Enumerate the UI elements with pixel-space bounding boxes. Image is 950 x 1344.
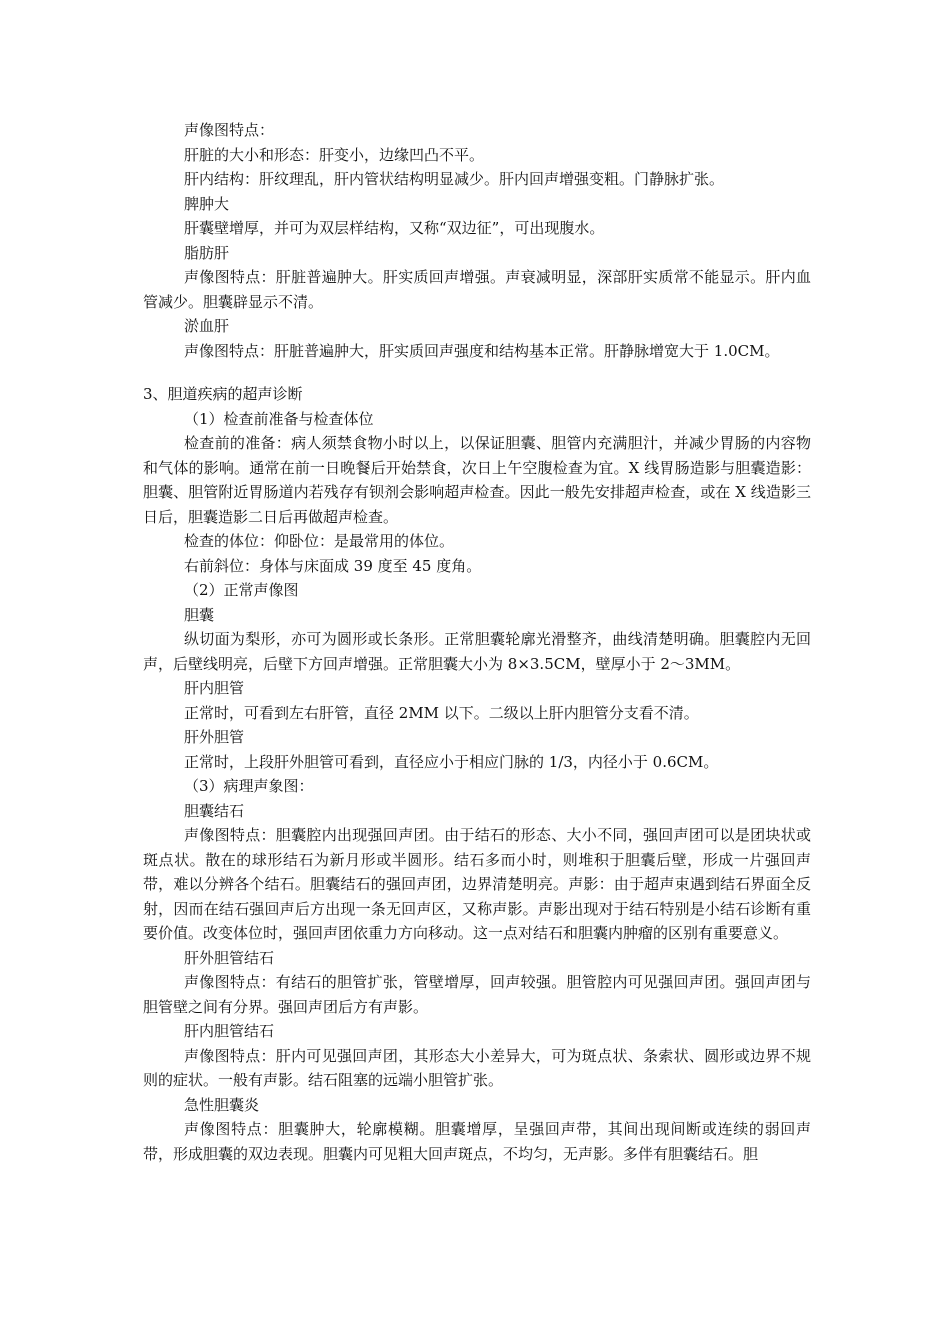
paragraph: 声像图特点：胆囊肿大，轮廓模糊。胆囊增厚，呈强回声带，其间出现间断或连续的弱回声带，形成胆囊的双边表现。胆囊内可见粗大回声斑点，不均匀，无声影。多伴有胆囊结石。胆 [143, 1120, 811, 1163]
subsection-title: （3）病理声象图： [184, 777, 314, 795]
paragraph: 声像图特点：肝脏普遍肿大，肝实质回声强度和结构基本正常。肝静脉增宽大于 1.0CM。 [184, 341, 780, 360]
subsection-title: （1）检查前准备与检查体位 [184, 409, 374, 428]
section-title: 肝内胆管 [184, 679, 245, 697]
section-title: 急性胆囊炎 [184, 1095, 260, 1114]
chapter-heading: 3、胆道疾病的超声诊断 [143, 385, 303, 403]
text-line: 检查的体位：仰卧位：是最常用的体位。 [184, 532, 455, 550]
text-line: 声像图特点： [184, 121, 275, 139]
section-title: 脾肿大 [184, 194, 230, 213]
section-title: 胆囊 [184, 605, 215, 624]
document-page [143, 118, 811, 1166]
section-title: 胆囊结石 [184, 801, 245, 820]
text-line: 肝囊壁增厚，并可为双层样结构，又称“双边征”，可出现腹水。 [184, 219, 605, 237]
section-title: 肝外胆管 [184, 728, 245, 746]
text-line: 右前斜位：身体与床面成 39 度至 45 度角。 [184, 556, 482, 575]
text-line: 正常时，上段肝外胆管可看到，直径应小于相应门脉的 1/3，内径小于 0.6CM。 [184, 752, 719, 771]
text-line: 肝内结构：肝纹理乱，肝内管状结构明显减少。肝内回声增强变粗。门静脉扩张。 [184, 170, 725, 188]
paragraph: 纵切面为梨形，亦可为圆形或长条形。正常胆囊轮廓光滑整齐，曲线清楚明确。胆囊腔内无回声，后壁线明亮，后壁下方回声增强。正常胆囊大小为 8×3.5CM，壁厚小于 2～3MM。 [143, 630, 811, 673]
section-title: 脂肪肝 [184, 243, 230, 262]
spacer [143, 363, 811, 382]
paragraph: 检查前的准备：病人须禁食物小时以上，以保证胆囊、胆管内充满胆汁，并减少胃肠的内容物和气体的影响。通常在前一日晚餐后开始禁食，次日上午空腹检查为宜。X 线胃肠造影与胆囊造影：胆囊、胆管附近胃肠道内若残存有钡剂会影响超声检查。因此一般先安排超声检查，或在 X 线造影三日后，胆囊造影二日后再做超声检查。 [143, 434, 811, 526]
text-line: 正常时，可看到左右肝管，直径 2MM 以下。二级以上肝内胆管分支看不清。 [184, 703, 699, 722]
subsection-title: （2）正常声像图 [184, 581, 299, 599]
section-title: 淤血肝 [184, 317, 230, 335]
paragraph: 声像图特点：有结石的胆管扩张，管壁增厚，回声较强。胆管腔内可见强回声团。强回声团与胆管壁之间有分界。强回声团后方有声影。 [143, 973, 811, 1016]
text-line: 肝脏的大小和形态：肝变小，边缘凹凸不平。 [184, 145, 485, 164]
section-title: 肝外胆管结石 [184, 948, 275, 967]
paragraph: 声像图特点：肝脏普遍肿大。肝实质回声增强。声衰减明显，深部肝实质常不能显示。肝内血管减少。胆囊辟显示不清。 [143, 268, 811, 311]
section-title: 肝内胆管结石 [184, 1022, 275, 1040]
paragraph: 声像图特点：肝内可见强回声团，其形态大小差异大，可为斑点状、条索状、圆形或边界不规则的症状。一般有声影。结石阻塞的远端小胆管扩张。 [143, 1046, 811, 1089]
paragraph: 声像图特点：胆囊腔内出现强回声团。由于结石的形态、大小不同，强回声团可以是团块状或斑点状。散在的球形结石为新月形或半圆形。结石多而小时，则堆积于胆囊后壁，形成一片强回声带，难以分辨各个结石。胆囊结石的强回声团，边界清楚明亮。声影：由于超声束遇到结石界面全反射，因而在结石强回声后方出现一条无回声区，又称声影。声影出现对于结石特别是小结石诊断有重要价值。改变体位时，强回声团依重力方向移动。这一点对结石和胆囊内肿瘤的区别有重要意义。 [143, 826, 811, 942]
